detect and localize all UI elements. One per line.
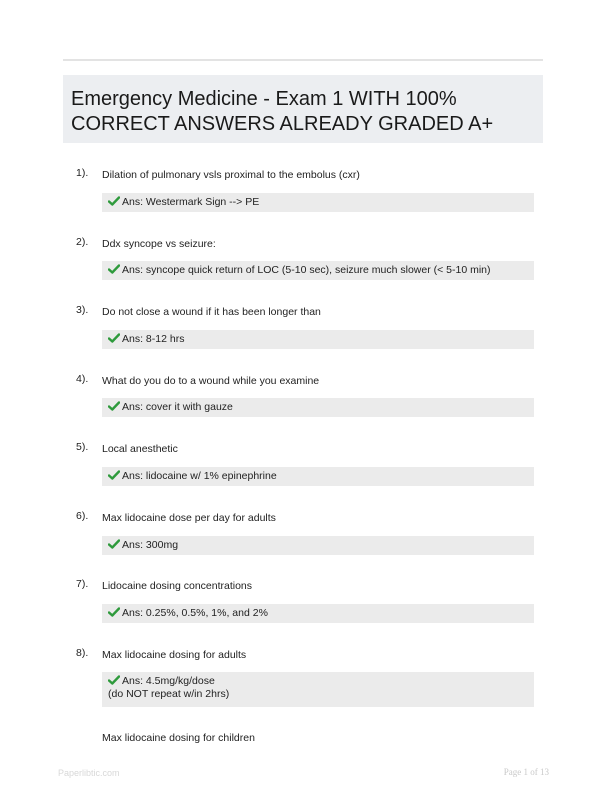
answer-text: Ans: 0.25%, 0.5%, 1%, and 2%: [122, 607, 268, 619]
qa-item-1: [63, 167, 543, 215]
check-icon: [108, 607, 120, 617]
check-icon: [108, 264, 120, 274]
question-number: 1).: [76, 167, 89, 179]
check-icon: [108, 196, 120, 206]
answer-box: [102, 604, 534, 623]
question-text: Lidocaine dosing concentrations: [102, 580, 253, 592]
answer-text: Ans: 4.5mg/kg/dose: [122, 675, 215, 687]
answer-box: [102, 193, 534, 212]
question-text: Do not close a wound if it has been longer than: [102, 306, 321, 318]
question-text: Ddx syncope vs seizure:: [102, 238, 216, 250]
question-number: 4).: [76, 373, 89, 385]
qa-item-6: [63, 510, 543, 558]
question-number: 2).: [76, 236, 89, 248]
qa-item-9: [63, 730, 543, 748]
answer-box: [102, 261, 534, 280]
page-title: Emergency Medicine - Exam 1 WITH 100% CORRECT ANSWERS ALREADY GRADED A+: [71, 88, 494, 135]
question-text: Local anesthetic: [102, 443, 178, 455]
answer-box: [102, 398, 534, 417]
question-number: 6).: [76, 510, 89, 522]
qa-item-3: [63, 304, 543, 352]
qa-item-2: [63, 236, 543, 284]
title-banner: [63, 75, 543, 143]
question-text: What do you do to a wound while you examine: [102, 375, 320, 387]
question-number: 3).: [76, 304, 89, 316]
question-number: 7).: [76, 578, 89, 590]
question-text: Max lidocaine dosing for adults: [102, 649, 247, 661]
answer-box: [102, 536, 534, 555]
question-text: Max lidocaine dose per day for adults: [102, 512, 276, 524]
qa-item-5: [63, 441, 543, 489]
answer-text: Ans: syncope quick return of LOC (5-10 sec), seizure much slower (< 5-10 min): [122, 264, 491, 276]
check-icon: [108, 333, 120, 343]
answer-text: Ans: 300mg: [122, 539, 179, 551]
answer-text: Ans: lidocaine w/ 1% epinephrine: [122, 470, 277, 482]
answer-box: [102, 330, 534, 349]
qa-item-4: [63, 373, 543, 421]
check-icon: [108, 470, 120, 480]
check-icon: [108, 675, 120, 685]
page-number: Page 1 of 13: [503, 767, 549, 777]
check-icon: [108, 539, 120, 549]
answer-text: Ans: 8-12 hrs: [122, 333, 185, 345]
question-number: 8).: [76, 647, 89, 659]
question-text: Max lidocaine dosing for children: [102, 732, 255, 744]
answer-text: Ans: Westermark Sign --> PE: [122, 196, 260, 208]
question-text: Dilation of pulmonary vsls proximal to the embolus (cxr): [102, 169, 360, 181]
qa-item-8: [63, 647, 543, 709]
answer-box: [102, 467, 534, 486]
answer-text: Ans: cover it with gauze: [122, 401, 233, 413]
check-icon: [108, 401, 120, 411]
answer-box: [102, 672, 534, 707]
top-divider: [63, 59, 543, 61]
qa-item-7: [63, 578, 543, 626]
answer-note: (do NOT repeat w/in 2hrs): [108, 688, 230, 700]
footer-watermark: Paperlibtic.com: [58, 768, 120, 778]
question-number: 5).: [76, 441, 89, 453]
